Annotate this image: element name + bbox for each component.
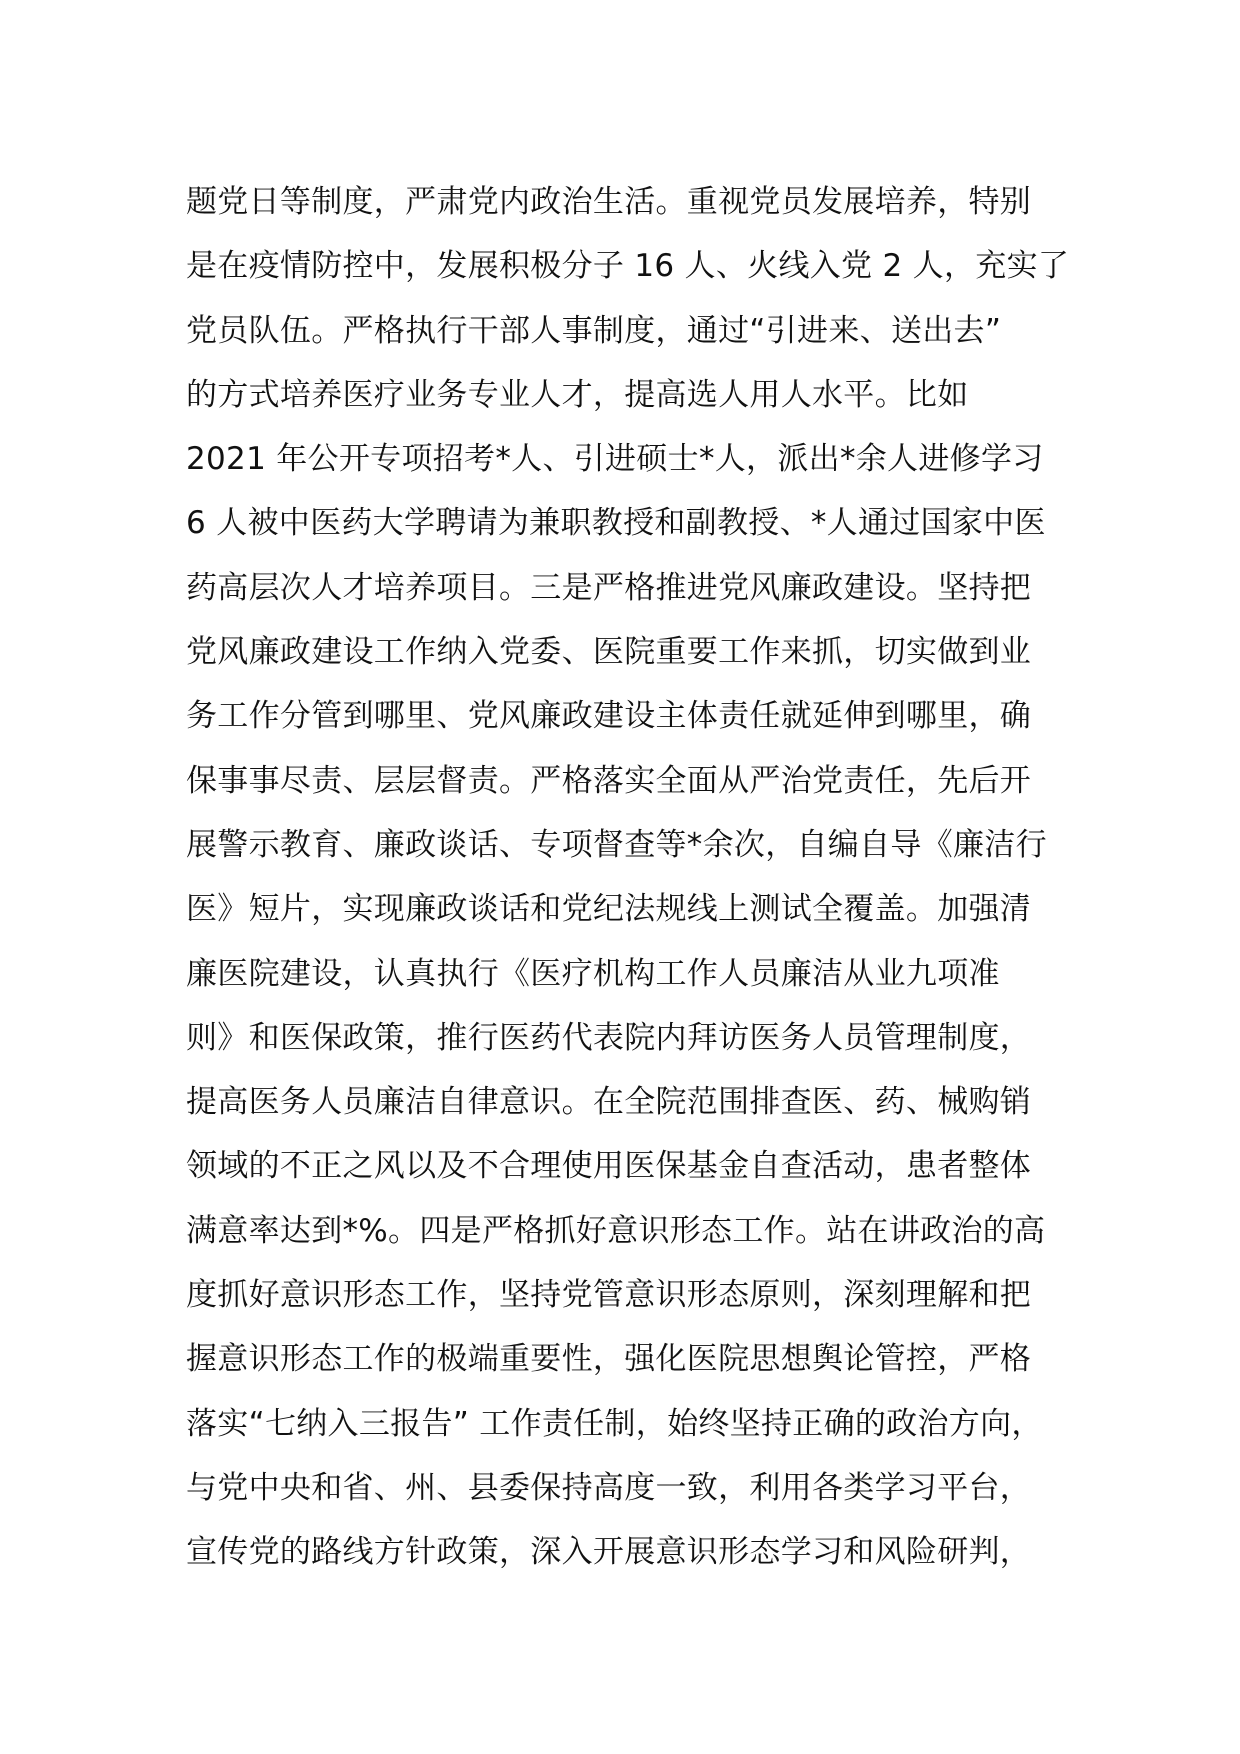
text-line: 是在疫情防控中，发展积极分子 16 人、火线入党 2 人，充实了 [186,248,1070,285]
text-line: 领域的不正之风以及不合理使用医保基金自查活动，患者整体 [186,1148,1032,1185]
text-line: 廉医院建设，认真执行《医疗机构工作人员廉洁从业九项准 [186,955,1000,992]
body-text [186,170,1086,1585]
text-line: 宣传党的路线方针政策，深入开展意识形态学习和风险研判， [186,1534,1032,1571]
text-line: 满意率达到*%。四是严格抓好意识形态工作。站在讲政治的高 [186,1212,1046,1249]
text-line: 2021 年公开专项招考*人、引进硕士*人，派出*余人进修学习 [186,441,1044,478]
text-line: 握意识形态工作的极端重要性，强化医院思想舆论管控，严格 [186,1341,1032,1378]
text-line: 党风廉政建设工作纳入党委、医院重要工作来抓，切实做到业 [186,634,1032,671]
text-line: 务工作分管到哪里、党风廉政建设主体责任就延伸到哪里，确 [186,698,1032,735]
text-line: 药高层次人才培养项目。三是严格推进党风廉政建设。坚持把 [186,569,1032,606]
text-line: 落实“七纳入三报告” 工作责任制，始终坚持正确的政治方向， [186,1405,1043,1442]
text-line: 党员队伍。严格执行干部人事制度，通过“引进来、送出去” [186,312,1002,349]
text-line: 展警示教育、廉政谈话、专项督查等*余次，自编自导《廉洁行 [186,826,1047,863]
text-line: 医》短片，实现廉政谈话和党纪法规线上测试全覆盖。加强清 [186,891,1032,928]
text-line: 度抓好意识形态工作，坚持党管意识形态原则，深刻理解和把 [186,1277,1032,1314]
text-line: 则》和医保政策，推行医药代表院内拜访医务人员管理制度， [186,1019,1032,1056]
text-line: 提高医务人员廉洁自律意识。在全院范围排查医、药、械购销 [186,1084,1032,1121]
text-line: 6 人被中医药大学聘请为兼职教授和副教授、*人通过国家中医 [186,505,1046,542]
text-line: 与党中央和省、州、县委保持高度一致，利用各类学习平台， [186,1469,1032,1506]
text-line: 题党日等制度，严肃党内政治生活。重视党员发展培养，特别 [186,184,1032,220]
text-line: 的方式培养医疗业务专业人才，提高选人用人水平。比如 [186,376,969,413]
text-line: 保事事尽责、层层督责。严格落实全面从严治党责任，先后开 [186,762,1032,799]
